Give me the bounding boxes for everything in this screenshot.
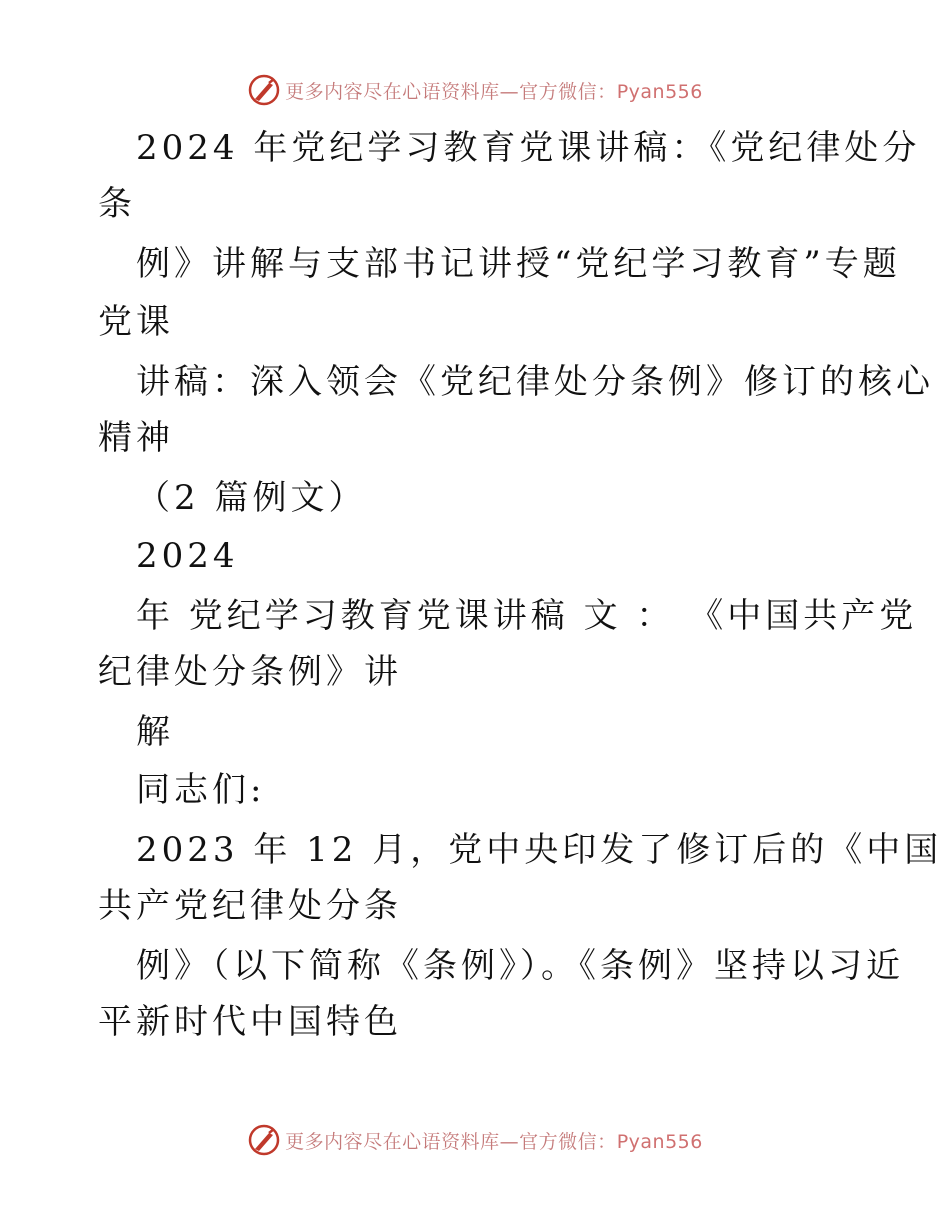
text-line: 2024 xyxy=(136,536,239,576)
banner-main-text: 更多内容尽在心语资料库 xyxy=(285,80,500,103)
text-line: 年 党纪学习教育党课讲稿 文 ： 《中国共产党 xyxy=(136,596,918,636)
quill-logo-icon xyxy=(247,1123,281,1157)
text-line: 讲稿：深入领会《党纪律处分条例》修订的核心 xyxy=(136,362,934,402)
text-line: 精神 xyxy=(98,418,174,458)
banner-label: 官方微信： xyxy=(519,1130,617,1153)
text-line: 解 xyxy=(136,712,174,752)
text-line: 2023 年 12 月，党中央印发了修订后的《中国 xyxy=(136,830,943,870)
banner-text xyxy=(285,1127,703,1154)
text-line: 同志们: xyxy=(136,770,266,810)
text-line: 例》（以下简称《条例》）。《条例》坚持以习近 xyxy=(136,946,904,986)
banner-separator: — xyxy=(499,80,520,103)
text-line: 共产党纪律处分条 xyxy=(98,886,402,926)
banner-wechat-id: Pyan556 xyxy=(616,80,703,103)
text-line: 平新时代中国特色 xyxy=(98,1002,402,1042)
text-line: 条 xyxy=(98,184,136,224)
text-line: 例》讲解与支部书记讲授“党纪学习教育”专题 xyxy=(136,244,901,284)
text-line: 党课 xyxy=(98,302,174,342)
text-line: 2024 年党纪学习教育党课讲稿：《党纪律处分 xyxy=(136,128,921,168)
footer-watermark-banner xyxy=(0,1120,950,1160)
banner-main-text: 更多内容尽在心语资料库 xyxy=(285,1130,500,1153)
banner-label: 官方微信： xyxy=(519,80,617,103)
banner-separator: — xyxy=(499,1130,520,1153)
banner-wechat-id: Pyan556 xyxy=(616,1130,703,1153)
text-line: （2 篇例文） xyxy=(136,478,367,518)
text-line: 纪律处分条例》讲 xyxy=(98,652,402,692)
